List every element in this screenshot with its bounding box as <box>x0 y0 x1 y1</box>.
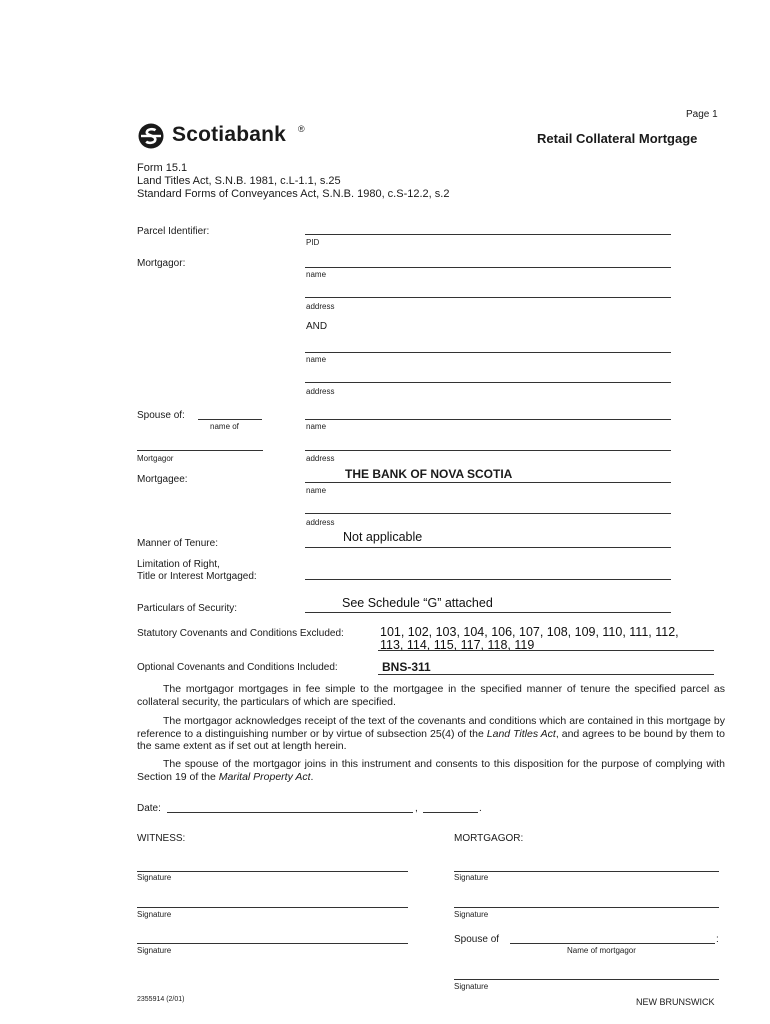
mortgagor-signature-1-caption: Signature <box>454 873 489 882</box>
conveyances-act-line: Standard Forms of Conveyances Act, S.N.B. 1980, c.S-12.2, s.2 <box>137 188 450 200</box>
manner-of-tenure-field[interactable] <box>305 547 671 548</box>
paragraph-3-text-a: The spouse of the mortgagor joins in this instrument and consents to this disposition for the purpose of complying with Section 19 of the <box>137 758 725 783</box>
mortgagor-signature-2[interactable] <box>454 907 719 908</box>
particulars-value: See Schedule “G” attached <box>342 596 493 610</box>
covenants-included-label: Optional Covenants and Conditions Included: <box>137 662 338 673</box>
spouse-mortgagor-field[interactable] <box>137 450 263 451</box>
date-comma: , <box>415 803 418 814</box>
land-titles-act-line: Land Titles Act, S.N.B. 1981, c.L-1.1, s.25 <box>137 175 341 187</box>
mortgagor-address-caption: address <box>306 302 335 311</box>
mortgagor-name-caption: name <box>306 270 327 279</box>
mortgagor2-name-field[interactable] <box>305 352 671 353</box>
mortgagee-name-field[interactable] <box>305 482 671 483</box>
mortgagor-signature-2-caption: Signature <box>454 910 489 919</box>
mortgagee-label: Mortgagee: <box>137 474 188 485</box>
mortgagee-address-caption: address <box>306 518 335 527</box>
limitation-label-line2: Title or Interest Mortgaged: <box>137 571 257 582</box>
name-of-mortgagor-caption: Name of mortgagor <box>567 946 636 955</box>
paragraph-2-text-a: The mortgagor acknowledges receipt of the text of the covenants and conditions which are contained in this mortgage by reference to a distinguishing number or by virtue of subsection 25(4) of the <box>137 715 725 740</box>
spouse-address-caption: address <box>306 454 335 463</box>
manner-of-tenure-value: Not applicable <box>343 530 423 544</box>
manner-of-tenure-label: Manner of Tenure: <box>137 538 218 549</box>
brand-name: Scotiabank <box>172 123 287 146</box>
mortgagor2-address-field[interactable] <box>305 382 671 383</box>
form-code: 2355914 (2/01) <box>137 996 185 1003</box>
paragraph-2-italic: Land Titles Act <box>486 727 556 740</box>
spouse-signature-caption: Signature <box>454 982 489 991</box>
mortgagee-value: THE BANK OF NOVA SCOTIA <box>345 467 513 481</box>
particulars-field[interactable] <box>305 612 671 613</box>
spouse-of-colon: : <box>716 934 719 945</box>
acknowledgement-paragraph <box>137 715 725 753</box>
paragraph-2-text-b: , and agrees to be bound by them to the same extent as if set out at length herein. <box>137 727 726 752</box>
witness-signature-1[interactable] <box>137 871 408 872</box>
spouse-name-field[interactable] <box>305 419 671 420</box>
paragraph-1-text: The mortgagor mortgages in fee simple to the mortgagee in the specified manner of tenure the specified parcel as collateral security, the particulars of which are specified. <box>137 683 725 708</box>
pid-field[interactable] <box>305 234 671 235</box>
province-label: NEW BRUNSWICK <box>636 997 715 1007</box>
name-of-caption: name of <box>210 422 239 431</box>
spouse-of-name-field[interactable] <box>198 419 262 420</box>
witness-heading: WITNESS: <box>137 833 186 844</box>
paragraph-3-text-b: . <box>310 770 314 783</box>
mortgagor-label: Mortgagor: <box>137 258 186 269</box>
covenants-included-value: BNS-311 <box>382 660 431 674</box>
limitation-field[interactable] <box>305 579 671 580</box>
spouse-consent-paragraph <box>137 758 725 783</box>
and-label: AND <box>306 321 328 332</box>
form-number-line: Form 15.1 <box>137 162 188 174</box>
covenants-excluded-label: Statutory Covenants and Conditions Excluded: <box>137 628 344 639</box>
limitation-label-line1: Limitation of Right, <box>137 559 220 570</box>
covenants-excluded-line2: 113, 114, 115, 117, 118, 119 <box>380 638 535 652</box>
mortgagor-address-field[interactable] <box>305 297 671 298</box>
spouse-address-field[interactable] <box>305 450 671 451</box>
covenants-included-field[interactable] <box>378 674 714 675</box>
date-label: Date: <box>137 803 161 814</box>
witness-signature-3[interactable] <box>137 943 408 944</box>
mortgagee-name-caption: name <box>306 486 327 495</box>
form-title: Retail Collateral Mortgage <box>537 131 698 146</box>
spouse-of-label: Spouse of: <box>137 410 185 421</box>
mortgagor-name-field[interactable] <box>305 267 671 268</box>
mortgagor2-name-caption: name <box>306 355 327 364</box>
witness-signature-2[interactable] <box>137 907 408 908</box>
date-period: . <box>479 803 482 814</box>
date-year-field[interactable] <box>423 812 478 813</box>
scotiabank-logo <box>138 123 338 151</box>
date-field[interactable] <box>167 812 413 813</box>
mortgagee-address-field[interactable] <box>305 513 671 514</box>
mortgagor-heading: MORTGAGOR: <box>454 833 524 844</box>
spouse-signature[interactable] <box>454 979 719 980</box>
page-number: Page 1 <box>686 109 718 120</box>
mortgagor-caption: Mortgagor <box>137 454 174 463</box>
witness-signature-3-caption: Signature <box>137 946 172 955</box>
witness-signature-1-caption: Signature <box>137 873 172 882</box>
spouse-of-mortgagor-label: Spouse of <box>454 934 500 945</box>
scotiabank-s-icon <box>138 123 164 149</box>
spouse-name-caption: name <box>306 422 327 431</box>
covenants-excluded-field[interactable] <box>378 650 714 651</box>
parcel-identifier-label: Parcel Identifier: <box>137 226 210 237</box>
covenants-excluded-line1: 101, 102, 103, 104, 106, 107, 108, 109, 110, 111, 112, <box>380 625 679 639</box>
mortgagor2-address-caption: address <box>306 387 335 396</box>
particulars-label: Particulars of Security: <box>137 603 238 614</box>
mortgage-clause-paragraph <box>137 683 725 708</box>
witness-signature-2-caption: Signature <box>137 910 172 919</box>
spouse-of-mortgagor-field[interactable] <box>510 943 715 944</box>
mortgagor-signature-1[interactable] <box>454 871 719 872</box>
paragraph-3-italic: Marital Property Act <box>218 770 311 783</box>
registered-mark: ® <box>298 124 305 134</box>
pid-caption: PID <box>306 238 320 247</box>
